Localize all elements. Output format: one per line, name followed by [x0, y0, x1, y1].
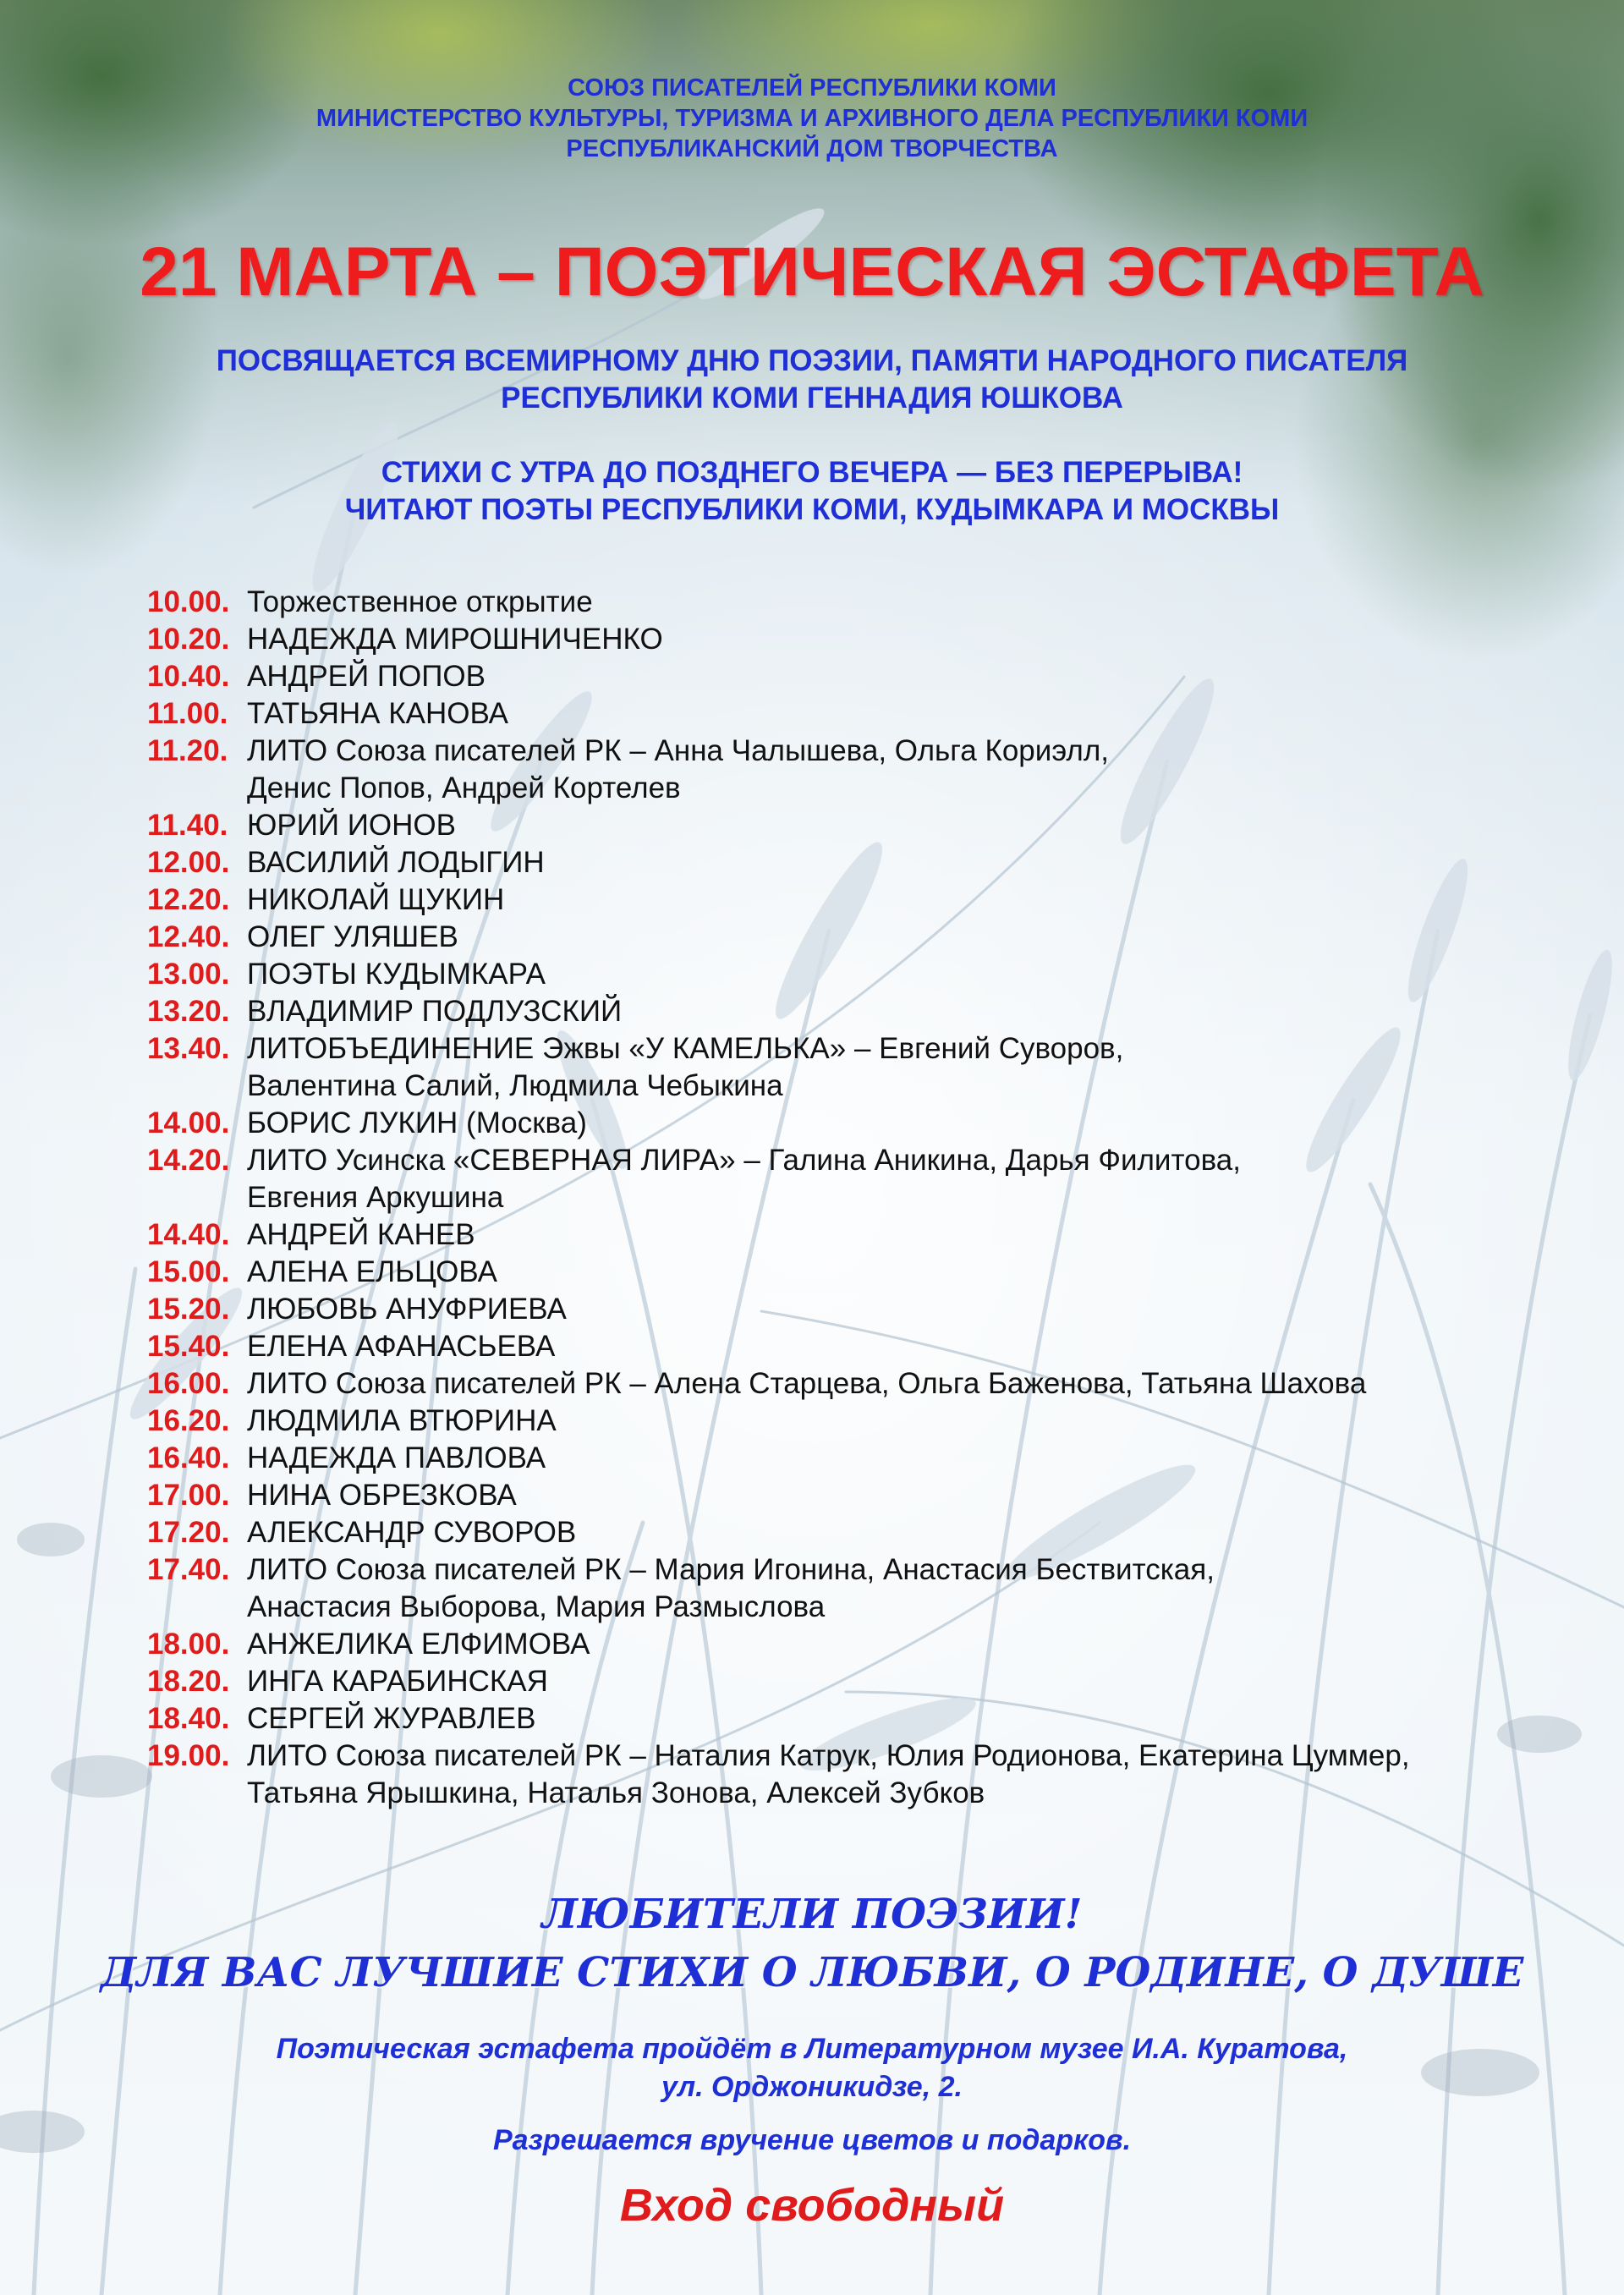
schedule-line: АНЖЕЛИКА ЕЛФИМОВА: [247, 1628, 590, 1661]
schedule-performers: [247, 993, 622, 1030]
schedule-item: [147, 1514, 1568, 1551]
dedication: [0, 343, 1624, 417]
schedule-time: 11.40.: [147, 809, 228, 842]
schedule-line: НАДЕЖДА ПАВЛОВА: [247, 1441, 546, 1474]
schedule-performers: [247, 1700, 535, 1738]
schedule-performers: [247, 621, 663, 658]
schedule-performers: [247, 1477, 517, 1514]
schedule-line: ЛЮБОВЬ АНУФРИЕВА: [247, 1293, 567, 1326]
schedule-line: ЛИТО Союза писателей РК – Анна Чалышева, Ольга Кориэлл,: [247, 734, 1109, 767]
schedule-performers: [247, 1030, 1123, 1105]
schedule-time: 16.40.: [147, 1441, 230, 1474]
schedule-performers: [247, 695, 508, 733]
schedule-item: [147, 1216, 1568, 1254]
schedule-time: 11.00.: [147, 697, 228, 730]
organizer-line: СОЮЗ ПИСАТЕЛЕЙ РЕСПУБЛИКИ КОМИ: [568, 74, 1056, 102]
schedule-item: [147, 695, 1568, 733]
schedule-time: 18.40.: [147, 1702, 230, 1735]
schedule-time: 17.20.: [147, 1516, 230, 1549]
schedule-line: ЛИТО Союза писателей РК – Мария Игонина, Анастасия Бествитская,: [247, 1553, 1215, 1586]
schedule-item: [147, 1291, 1568, 1328]
schedule-time: 13.40.: [147, 1032, 230, 1065]
organizer-line: РЕСПУБЛИКАНСКИЙ ДОМ ТВОРЧЕСТВА: [566, 135, 1058, 162]
schedule-performers: [247, 733, 1109, 807]
schedule-time: 10.20.: [147, 623, 230, 656]
organizers: [0, 73, 1624, 164]
schedule-item: [147, 919, 1568, 956]
schedule-line: ВЛАДИМИР ПОДЛУЗСКИЙ: [247, 995, 623, 1028]
schedule-time: 10.00.: [147, 585, 230, 618]
free-entry: Вход свободный: [619, 2180, 1005, 2231]
schedule-line: Валентина Салий, Людмила Чебыкина: [247, 1069, 783, 1102]
schedule-line: ЛИТО Союза писателей РК – Алена Старцева, Ольга Баженова, Татьяна Шахова: [247, 1367, 1367, 1400]
schedule-performers: [247, 919, 458, 956]
schedule-item: [147, 807, 1568, 844]
organizer-line: МИНИСТЕРСТВО КУЛЬТУРЫ, ТУРИЗМА И АРХИВНОГО ДЕЛА РЕСПУБЛИКИ КОМИ: [315, 105, 1309, 132]
schedule-time: 14.00.: [147, 1106, 230, 1139]
schedule-line: ЕЛЕНА АФАНАСЬЕВА: [247, 1330, 556, 1363]
schedule-line: Евгения Аркушина: [247, 1181, 504, 1214]
schedule-performers: [247, 1328, 555, 1365]
schedule-item: [147, 1142, 1568, 1216]
schedule-line: НАДЕЖДА МИРОШНИЧЕНКО: [247, 623, 663, 656]
schedule-line: Торжественное открытие: [247, 585, 593, 618]
schedule-item: [147, 733, 1568, 807]
dedication-line: ПОСВЯЩАЕТСЯ ВСЕМИРНОМУ ДНЮ ПОЭЗИИ, ПАМЯТИ НАРОДНОГО ПИСАТЕЛЯ: [216, 344, 1408, 377]
schedule-time: 13.20.: [147, 995, 230, 1028]
schedule-line: ТАТЬЯНА КАНОВА: [247, 697, 508, 730]
schedule-line: АНДРЕЙ ПОПОВ: [247, 660, 486, 693]
schedule-time: 18.00.: [147, 1628, 230, 1661]
schedule-item: [147, 1030, 1568, 1105]
schedule-item: [147, 1328, 1568, 1365]
schedule-time: 17.00.: [147, 1479, 230, 1512]
schedule-line: ПОЭТЫ КУДЫМКАРА: [247, 958, 546, 991]
schedule-time: 14.20.: [147, 1144, 230, 1177]
schedule-performers: [247, 584, 593, 621]
schedule-time: 13.00.: [147, 958, 230, 991]
schedule-time: 15.20.: [147, 1293, 230, 1326]
schedule-line: ОЛЕГ УЛЯШЕВ: [247, 920, 458, 953]
schedule-item: [147, 1440, 1568, 1477]
schedule-line: Татьяна Ярышкина, Наталья Зонова, Алексей Зубков: [247, 1776, 985, 1809]
poster-title: 21 МАРТА – ПОЭТИЧЕСКАЯ ЭСТАФЕТА: [140, 233, 1484, 310]
schedule-time: 16.00.: [147, 1367, 230, 1400]
schedule-item: [147, 658, 1568, 695]
schedule-performers: [247, 807, 456, 844]
schedule-line: ЛЮДМИЛА ВТЮРИНА: [247, 1404, 557, 1437]
schedule-line: АЛЕНА ЕЛЬЦОВА: [247, 1255, 497, 1288]
schedule-line: СЕРГЕЙ ЖУРАВЛЕВ: [247, 1702, 536, 1735]
poetry-lovers-heading: ЛЮБИТЕЛИ ПОЭЗИИ!: [541, 1891, 1083, 1938]
schedule-line: ИНГА КАРАБИНСКАЯ: [247, 1665, 548, 1698]
tagline-line: СТИХИ С УТРА ДО ПОЗДНЕГО ВЕЧЕРА — БЕЗ ПЕРЕРЫВА!: [381, 456, 1243, 489]
schedule-performers: [247, 1365, 1366, 1403]
schedule-item: [147, 956, 1568, 993]
schedule-performers: [247, 658, 486, 695]
schedule-time: 11.20.: [147, 734, 228, 767]
schedule-item: [147, 1700, 1568, 1738]
schedule-performers: [247, 1663, 548, 1700]
schedule-item: [147, 1663, 1568, 1700]
schedule-time: 15.40.: [147, 1330, 230, 1363]
schedule-line: ЛИТОБЪЕДИНЕНИЕ Эжвы «У КАМЕЛЬКА» – Евгений Суворов,: [247, 1032, 1124, 1065]
schedule-performers: [247, 1254, 497, 1291]
schedule-item: [147, 1477, 1568, 1514]
schedule-line: ЛИТО Усинска «СЕВЕРНАЯ ЛИРА» – Галина Аникина, Дарья Филитова,: [247, 1144, 1241, 1177]
schedule-time: 19.00.: [147, 1739, 230, 1772]
schedule-performers: [247, 1738, 1410, 1812]
venue-info: [0, 2030, 1624, 2106]
flowers-note: Разрешается вручение цветов и подарков.: [492, 2124, 1132, 2156]
schedule-performers: [247, 1626, 590, 1663]
schedule-line: Анастасия Выборова, Мария Размыслова: [247, 1590, 826, 1623]
schedule-item: [147, 881, 1568, 919]
schedule-performers: [247, 956, 546, 993]
schedule-time: 10.40.: [147, 660, 230, 693]
schedule-item: [147, 1626, 1568, 1663]
schedule-time: 18.20.: [147, 1665, 230, 1698]
schedule-time: 14.40.: [147, 1218, 230, 1251]
schedule-line: ЛИТО Союза писателей РК – Наталия Катрук, Юлия Родионова, Екатерина Цуммер,: [247, 1739, 1410, 1772]
poetry-lovers-subheading: ДЛЯ ВАС ЛУЧШИЕ СТИХИ О ЛЮБВИ, О РОДИНЕ, О ДУШЕ: [100, 1949, 1524, 1996]
schedule-item: [147, 621, 1568, 658]
schedule-performers: [247, 881, 504, 919]
schedule-item: [147, 1105, 1568, 1142]
schedule-item: [147, 1551, 1568, 1626]
schedule-line: НИКОЛАЙ ЩУКИН: [247, 883, 505, 916]
venue-line: Поэтическая эстафета пройдёт в Литературном музее И.А. Куратова,: [276, 2033, 1348, 2065]
schedule-time: 12.20.: [147, 883, 230, 916]
schedule-item: [147, 1403, 1568, 1440]
schedule-performers: [247, 1440, 546, 1477]
schedule-time: 15.00.: [147, 1255, 230, 1288]
schedule-line: НИНА ОБРЕЗКОВА: [247, 1479, 517, 1512]
schedule-performers: [247, 1514, 576, 1551]
schedule-line: АНДРЕЙ КАНЕВ: [247, 1218, 475, 1251]
schedule-item: [147, 1738, 1568, 1812]
schedule-performers: [247, 844, 545, 881]
schedule-time: 12.00.: [147, 846, 230, 879]
schedule-time: 12.40.: [147, 920, 230, 953]
schedule-performers: [247, 1105, 587, 1142]
schedule-time: 17.40.: [147, 1553, 230, 1586]
schedule-item: [147, 993, 1568, 1030]
venue-address: ул. Орджоникидзе, 2.: [661, 2071, 963, 2103]
dedication-line: РЕСПУБЛИКИ КОМИ ГЕННАДИЯ ЮШКОВА: [501, 382, 1123, 415]
schedule-performers: [247, 1403, 557, 1440]
schedule-line: ЮРИЙ ИОНОВ: [247, 809, 456, 842]
schedule-line: АЛЕКСАНДР СУВОРОВ: [247, 1516, 577, 1549]
schedule-line: Денис Попов, Андрей Кортелев: [247, 771, 681, 804]
schedule-line: БОРИС ЛУКИН (Москва): [247, 1106, 587, 1139]
schedule-list: [147, 584, 1568, 1812]
schedule-item: [147, 1365, 1568, 1403]
schedule-time: 16.20.: [147, 1404, 230, 1437]
tagline: [0, 454, 1624, 529]
schedule-line: ВАСИЛИЙ ЛОДЫГИН: [247, 846, 545, 879]
schedule-item: [147, 844, 1568, 881]
schedule-item: [147, 1254, 1568, 1291]
schedule-performers: [247, 1291, 567, 1328]
tagline-line: ЧИТАЮТ ПОЭТЫ РЕСПУБЛИКИ КОМИ, КУДЫМКАРА И МОСКВЫ: [344, 493, 1280, 526]
schedule-performers: [247, 1551, 1215, 1626]
schedule-performers: [247, 1216, 475, 1254]
schedule-performers: [247, 1142, 1241, 1216]
schedule-item: [147, 584, 1568, 621]
